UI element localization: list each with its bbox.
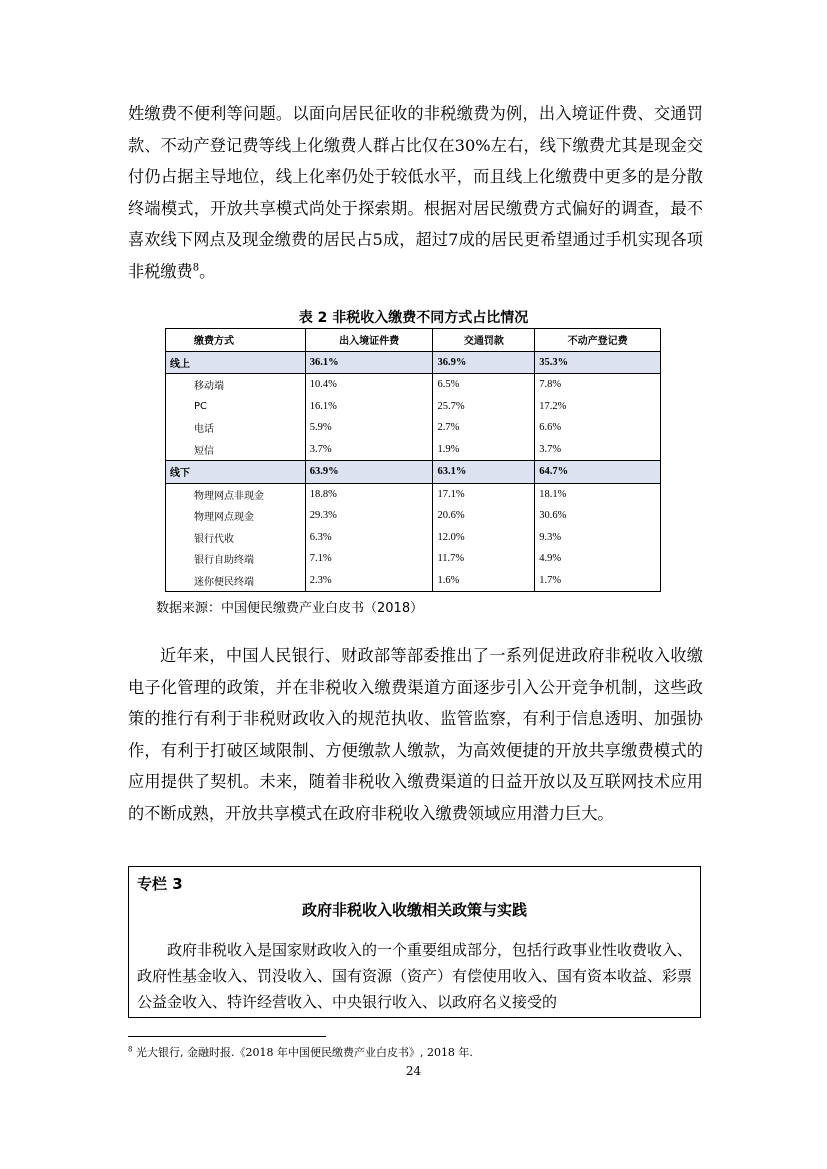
paragraph-1-text: 姓缴费不便利等问题。以面向居民征收的非税缴费为例，出入境证件费、交通罚款、不动产登记费等线上化缴费人群占比仅在30%左右，线下缴费尤其是现金交付仍占据主导地位，线上化率仍处于较低水平，而且线上化缴费中更多的是分散终端模式，开放共享模式尚处于探索期。根据对居民缴费方式偏好的调查，最不喜欢线下网点及现金缴费的居民占5成，超过7成的居民更希望通过手机实现各项非税缴费 <box>128 104 703 281</box>
cell-value: 12.0% <box>433 527 535 549</box>
cell-value: 63.9% <box>305 461 433 484</box>
box-text: 政府非税收入是国家财政收入的一个重要组成部分，包括行政事业性收费收入、政府性基金收入、罚没收入、国有资源（资产）有偿使用收入、国有资本收益、彩票公益金收入、特许经营收入、中央银行收入、以政府名义接受的 <box>137 941 693 1011</box>
cell-value: 17.2% <box>535 396 661 418</box>
footnote-ref-8[interactable]: 8 <box>192 262 200 274</box>
row-label: 电话 <box>194 424 214 436</box>
header-traffic-fine: 交通罚款 <box>433 329 535 352</box>
cell-value: 5.9% <box>305 417 433 439</box>
table-source: 数据来源：中国便民缴费产业白皮书（2018） <box>156 601 424 616</box>
header-exit-entry-fee: 出入境证件费 <box>305 329 433 352</box>
table-row <box>166 396 661 418</box>
table-row <box>166 439 661 461</box>
table-row <box>166 417 661 439</box>
row-label: 银行代收 <box>194 533 234 545</box>
cell-value: 64.7% <box>535 461 661 484</box>
body-paragraph-1 <box>128 98 703 287</box>
box-title: 政府非税收入收缴相关政策与实践 <box>301 901 527 919</box>
footnote-text: 光大银行, 金融时报.《2018 年中国便民缴费产业白皮书》, 2018 年. <box>135 1046 473 1059</box>
cell-value: 4.9% <box>535 548 661 570</box>
cell-value: 3.7% <box>305 439 433 461</box>
header-method: 缴费方式 <box>166 329 306 352</box>
sidebar-box <box>128 866 701 1018</box>
cell-value: 2.3% <box>305 570 433 592</box>
cell-value: 3.7% <box>535 439 661 461</box>
cell-value: 7.1% <box>305 548 433 570</box>
row-label: 短信 <box>194 445 214 457</box>
cell-value: 6.6% <box>535 417 661 439</box>
page-number: 24 <box>405 1064 422 1078</box>
cell-value: 17.1% <box>433 483 535 505</box>
table-row <box>166 483 661 505</box>
table-header-row <box>166 329 661 352</box>
table-row-offline-total <box>166 461 661 484</box>
cell-value: 2.7% <box>433 417 535 439</box>
table-row <box>166 548 661 570</box>
cell-value: 25.7% <box>433 396 535 418</box>
row-label: 物理网点非现金 <box>194 490 264 502</box>
row-label: 银行自助终端 <box>194 555 254 567</box>
table-row <box>166 505 661 527</box>
row-label: PC <box>194 400 208 412</box>
table-row <box>166 570 661 592</box>
footnote-number: 8 <box>128 1045 133 1054</box>
row-label: 物理网点现金 <box>194 512 254 524</box>
body-paragraph-2: 近年来，中国人民银行、财政部等部委推出了一系列促进政府非税收入收缴电子化管理的政策，并在非税收入缴费渠道方面逐步引入公开竞争机制，这些政策的推行有利于非税财政收入的规范执收、监管监察，有利于信息透明、加强协作，有利于打破区域限制、方便缴款人缴款，为高效便捷的开放共享缴费模式的应用提供了契机。未来，随着非税收入缴费渠道的日益开放以及互联网技术应用的不断成熟，开放共享模式在政府非税收入缴费领域应用潜力巨大。 <box>128 646 703 823</box>
cell-value: 20.6% <box>433 505 535 527</box>
cell-value: 18.8% <box>305 483 433 505</box>
table-caption: 表 2 非税收入缴费不同方式占比情况 <box>298 310 529 326</box>
payment-method-table <box>165 328 661 592</box>
cell-value: 29.3% <box>305 505 433 527</box>
footnote-divider <box>128 1036 326 1037</box>
cell-value: 9.3% <box>535 527 661 549</box>
row-label: 线下 <box>166 461 306 484</box>
cell-value: 35.3% <box>535 351 661 374</box>
cell-value: 6.3% <box>305 527 433 549</box>
cell-value: 11.7% <box>433 548 535 570</box>
footnote <box>128 1044 473 1060</box>
row-label: 迷你便民终端 <box>166 570 306 592</box>
table-row <box>166 374 661 396</box>
cell-value: 6.5% <box>433 374 535 396</box>
row-label: 线上 <box>166 351 306 374</box>
row-label: 移动端 <box>194 381 224 393</box>
cell-value: 16.1% <box>305 396 433 418</box>
cell-value: 36.9% <box>433 351 535 374</box>
cell-value: 10.4% <box>305 374 433 396</box>
paragraph-1-end: 。 <box>199 261 216 281</box>
cell-value: 18.1% <box>535 483 661 505</box>
table-row <box>166 527 661 549</box>
cell-value: 36.1% <box>305 351 433 374</box>
header-property-registration-fee: 不动产登记费 <box>535 329 661 352</box>
cell-value: 30.6% <box>535 505 661 527</box>
box-label: 专栏 3 <box>137 875 183 893</box>
cell-value: 1.9% <box>433 439 535 461</box>
cell-value: 7.8% <box>535 374 661 396</box>
table-row-online-total <box>166 351 661 374</box>
cell-value: 1.7% <box>535 570 661 592</box>
cell-value: 63.1% <box>433 461 535 484</box>
cell-value: 1.6% <box>433 570 535 592</box>
